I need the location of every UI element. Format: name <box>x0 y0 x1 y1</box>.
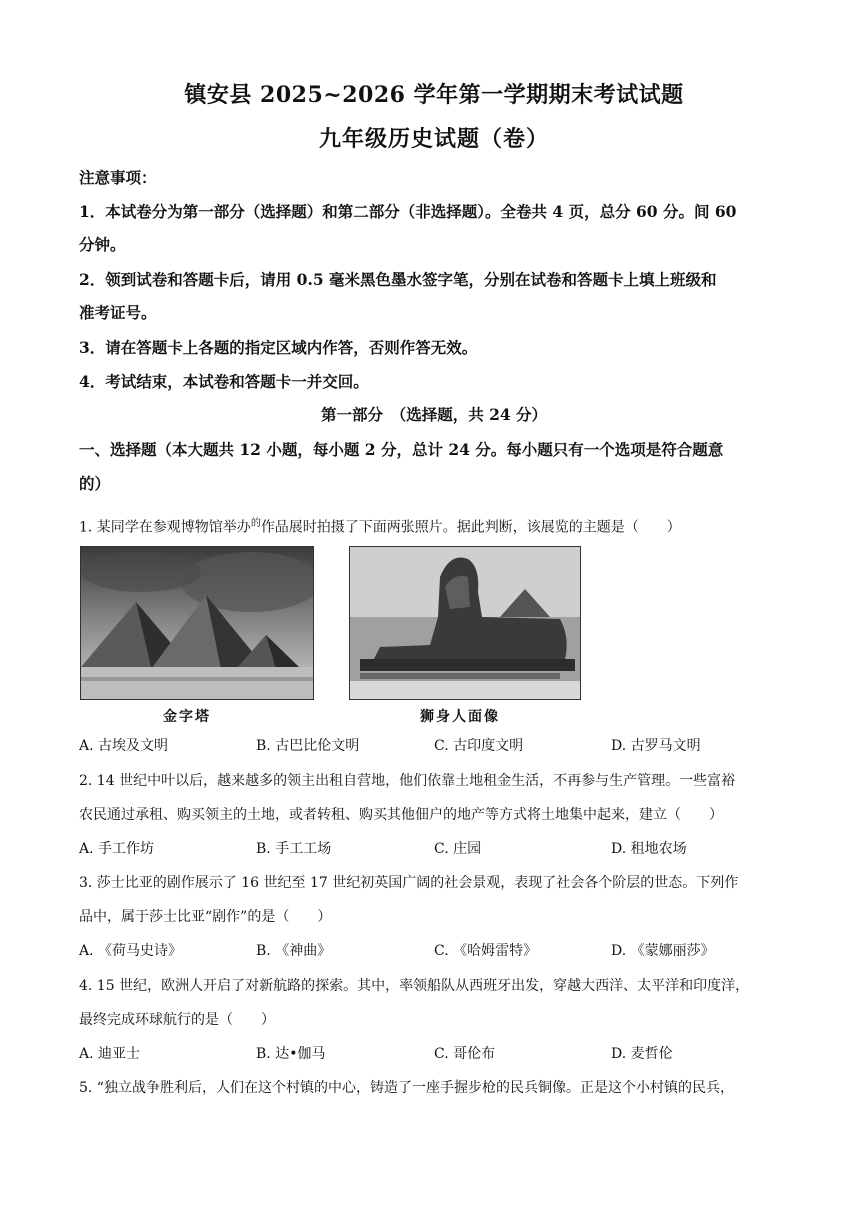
question-3-option-b[interactable]: B. 《神曲》 <box>256 943 332 959</box>
question-4-option-c[interactable]: C. 哥伦布 <box>434 1046 496 1062</box>
exam-subtitle: 九年级历史试题（卷） <box>318 126 549 152</box>
notice-item-1-line-2: 分钟。 <box>79 235 126 254</box>
pyramids-caption: 金字塔 <box>163 709 211 725</box>
section-heading-line-1: 一、选择题（本大题共 12 小题，每小题 2 分，总计 24 分。每小题只有一个选项是符合题意 <box>79 440 724 459</box>
sphinx-photo <box>349 546 581 700</box>
question-3-option-c[interactable]: C. 《哈姆雷特》 <box>434 943 538 959</box>
question-1-stem-b: 作品展时拍摄了下面两张照片。据此判断，该展览的主题是（ ） <box>260 519 681 536</box>
part-one-heading: 第一部分 （选择题，共 24 分） <box>320 405 548 424</box>
pyramids-image <box>81 547 313 699</box>
question-3-option-d[interactable]: D. 《蒙娜丽莎》 <box>611 943 715 959</box>
notice-item-3: 3．请在答题卡上各题的指定区域内作答，否则作答无效。 <box>79 338 478 357</box>
question-3-stem-line-2: 品中，属于莎士比亚“剧作”的是（ ） <box>79 909 332 925</box>
notice-item-1-line-1: 1．本试卷分为第一部分（选择题）和第二部分（非选择题）。全卷共 4 页，总分 60 分。间 60 <box>79 202 737 221</box>
question-4-option-a[interactable]: A. 迪亚士 <box>79 1046 141 1062</box>
question-5-stem-line-1: 5. “独立战争胜利后，人们在这个村镇的中心，铸造了一座手握步枪的民兵铜像。正是这个小村镇的民兵， <box>79 1080 734 1096</box>
question-2-stem-line-2: 农民通过承租、购买领主的土地，或者转租、购买其他佃户的地产等方式将土地集中起来，建立（ ） <box>79 807 723 823</box>
question-1-option-a[interactable]: A. 古埃及文明 <box>79 738 169 754</box>
notice-item-2-line-2: 准考证号。 <box>79 303 157 322</box>
exam-title: 镇安县 2025~2026 学年第一学期期末考试试题 <box>184 82 684 108</box>
question-4-stem-line-2: 最终完成环球航行的是（ ） <box>79 1012 275 1028</box>
question-1-option-c[interactable]: C. 古印度文明 <box>434 738 524 754</box>
question-1-option-b[interactable]: B. 古巴比伦文明 <box>256 738 360 754</box>
section-heading-line-2: 的） <box>79 474 111 493</box>
question-3-stem-line-1: 3. 莎士比亚的剧作展示了 16 世纪至 17 世纪初英国广阔的社会景观，表现了社会各个阶层的世态。下列作 <box>79 875 739 891</box>
question-4-option-d[interactable]: D. 麦哲伦 <box>611 1046 673 1062</box>
pyramids-photo <box>80 546 314 700</box>
notice-item-4: 4．考试结束，本试卷和答题卡一并交回。 <box>79 372 369 391</box>
question-4-stem-line-1: 4. 15 世纪，欧洲人开启了对新航路的探索。其中，率领船队从西班牙出发，穿越大西洋、太平洋和印度洋， <box>79 978 750 994</box>
question-1-stem-sup: 的 <box>250 518 261 529</box>
question-2-option-b[interactable]: B. 手工工场 <box>256 841 332 857</box>
question-2-option-d[interactable]: D. 租地农场 <box>611 841 687 857</box>
notice-heading: 注意事项： <box>79 168 157 187</box>
question-2-option-a[interactable]: A. 手工作坊 <box>79 841 155 857</box>
question-4-option-b[interactable]: B. 达•伽马 <box>256 1046 326 1062</box>
question-2-option-c[interactable]: C. 庄园 <box>434 841 482 857</box>
question-1-stem-a: 1. 某同学在参观博物馆举办 <box>79 519 251 536</box>
notice-item-2-line-1: 2．领到试卷和答题卡后，请用 0.5 毫米黑色墨水签字笔，分别在试卷和答题卡上填上班级和 <box>79 270 717 289</box>
question-1-option-d[interactable]: D. 古罗马文明 <box>611 738 701 754</box>
question-2-stem-line-1: 2. 14 世纪中叶以后，越来越多的领主出租自营地，他们依靠土地租金生活，不再参与生产管理。一些富裕 <box>79 773 736 789</box>
question-1-stem <box>79 514 681 537</box>
question-3-option-a[interactable]: A. 《荷马史诗》 <box>79 943 183 959</box>
sphinx-caption: 狮身人面像 <box>420 709 500 725</box>
sphinx-image <box>350 547 580 699</box>
